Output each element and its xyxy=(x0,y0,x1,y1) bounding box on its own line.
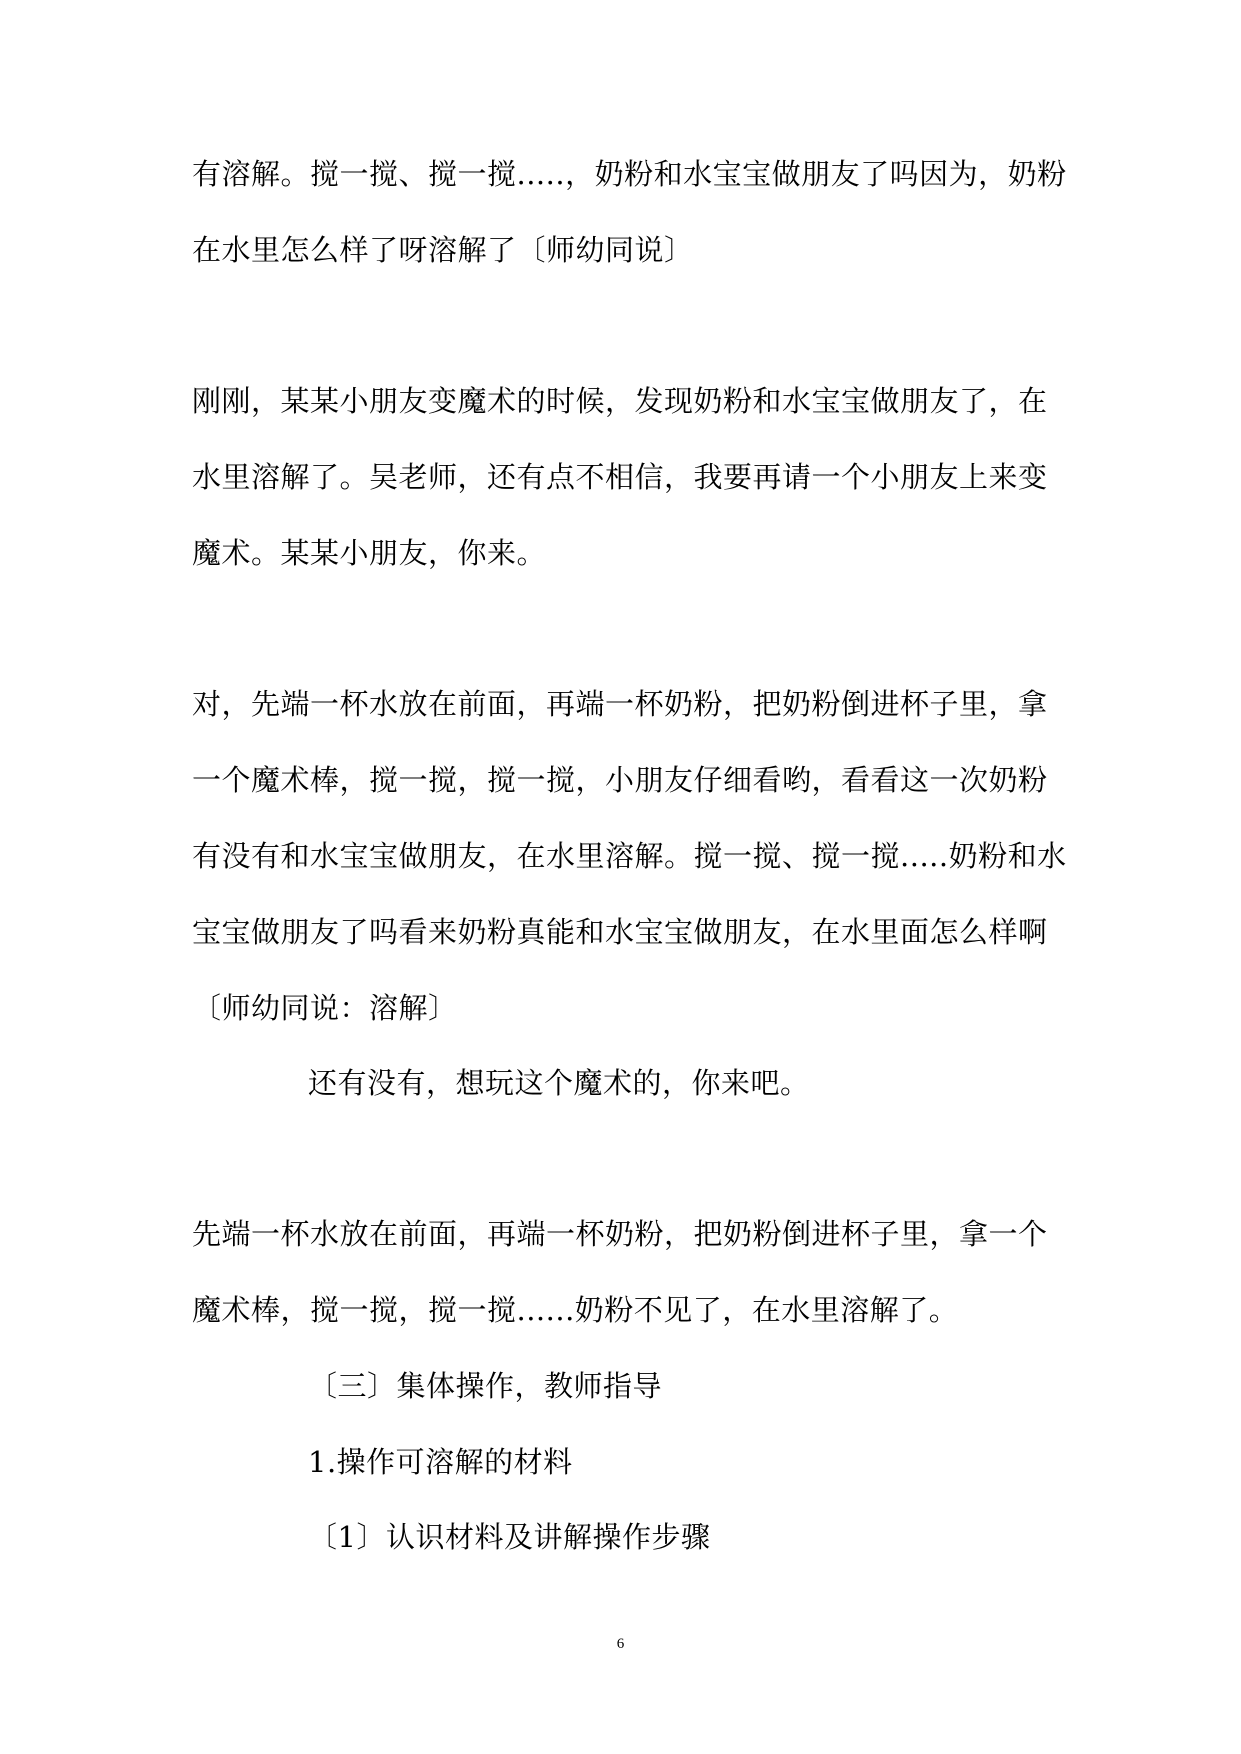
paragraph-line: 魔术。某某小朋友，你来。 xyxy=(192,536,547,570)
paragraph-line: 〔师幼同说：溶解〕 xyxy=(192,991,458,1025)
paragraph-line: 刚刚，某某小朋友变魔术的时候，发现奶粉和水宝宝做朋友了，在 xyxy=(192,384,1048,418)
paragraph-line: 有没有和水宝宝做朋友，在水里溶解。搅一搅、搅一搅.....奶粉和水 xyxy=(192,839,1067,873)
paragraph-line: 宝宝做朋友了吗看来奶粉真能和水宝宝做朋友，在水里面怎么样啊 xyxy=(192,915,1048,949)
paragraph-line: 先端一杯水放在前面，再端一杯奶粉，把奶粉倒进杯子里，拿一个 xyxy=(192,1217,1048,1251)
paragraph-line: 在水里怎么样了呀溶解了〔师幼同说〕 xyxy=(192,233,694,267)
paragraph-line: 还有没有，想玩这个魔术的，你来吧。 xyxy=(308,1066,810,1100)
subsection-heading: 1.操作可溶解的材料 xyxy=(308,1445,573,1479)
section-heading: 〔三〕集体操作，教师指导 xyxy=(308,1369,663,1403)
paragraph-line: 有溶解。搅一搅、搅一搅.....，奶粉和水宝宝做朋友了吗因为，奶粉 xyxy=(192,157,1067,191)
paragraph-line: 一个魔术棒，搅一搅，搅一搅，小朋友仔细看哟，看看这一次奶粉 xyxy=(192,763,1048,797)
paragraph-line: 水里溶解了。吴老师，还有点不相信，我要再请一个小朋友上来变 xyxy=(192,460,1048,494)
subsubsection-heading: 〔1〕认识材料及讲解操作步骤 xyxy=(308,1520,711,1554)
paragraph-line: 魔术棒，搅一搅，搅一搅......奶粉不见了，在水里溶解了。 xyxy=(192,1293,959,1327)
paragraph-line: 对，先端一杯水放在前面，再端一杯奶粉，把奶粉倒进杯子里，拿 xyxy=(192,687,1048,721)
page-number: 6 xyxy=(616,1636,625,1652)
